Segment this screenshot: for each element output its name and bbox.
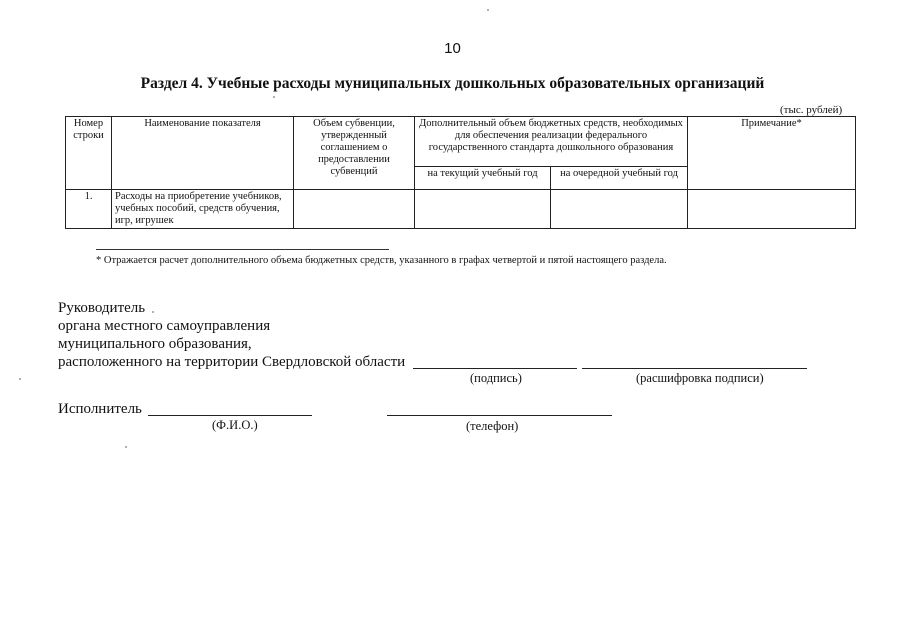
header-row-number: Номер строки [66,117,112,190]
decode-caption: (расшифровка подписи) [636,371,764,385]
phone-caption: (телефон) [466,419,519,433]
header-subvention-volume: Объем субвенции, утвержденный соглашением о предоставлении субвенций [294,117,415,190]
expenses-table [65,116,856,229]
unit-note: (тыс. рублей) [780,104,843,116]
phone-line [387,415,612,416]
head-label-line-2: органа местного самоуправления [58,318,271,334]
scan-speck [273,96,275,98]
signature-line [413,368,577,369]
scan-speck [152,311,154,313]
row-number-cell: 1. [66,190,112,229]
row-name-cell: Расходы на приобретение учебников, учебных пособий, средств обучения, игр, игрушек [112,190,294,229]
section-title: Раздел 4. Учебные расходы муниципальных дошкольных образовательных организаций [140,75,765,92]
row-note-cell [688,190,856,229]
table-row [66,190,856,229]
header-additional-volume: Дополнительный объем бюджетных средств, необходимых для обеспечения реализации федерального государственного стандарта дошкольного образования [415,117,688,167]
head-label-line-1: Руководитель [58,300,146,316]
head-label-line-3: муниципального образования, [58,336,252,352]
decode-line [582,368,807,369]
footnote-separator [96,249,389,250]
header-note: Примечание* [688,117,856,190]
header-indicator-name: Наименование показателя [112,117,294,190]
page-number: 10 [444,40,461,57]
fio-line [148,415,312,416]
header-next-year: на очередной учебный год [551,167,688,190]
header-current-year: на текущий учебный год [415,167,551,190]
footnote: * Отражается расчет дополнительного объема бюджетных средств, указанного в графах четвертой и пятой настоящего раздела. [96,255,667,266]
head-label-line-4: расположенного на территории Свердловской области [58,354,406,370]
executor-label: Исполнитель [58,401,142,417]
scan-speck [487,9,489,11]
row-current-year-cell [415,190,551,229]
signature-caption: (подпись) [470,371,522,385]
scan-speck [19,378,21,380]
fio-caption: (Ф.И.О.) [212,418,258,432]
scan-speck [125,446,127,448]
row-next-year-cell [551,190,688,229]
row-subvention-cell [294,190,415,229]
